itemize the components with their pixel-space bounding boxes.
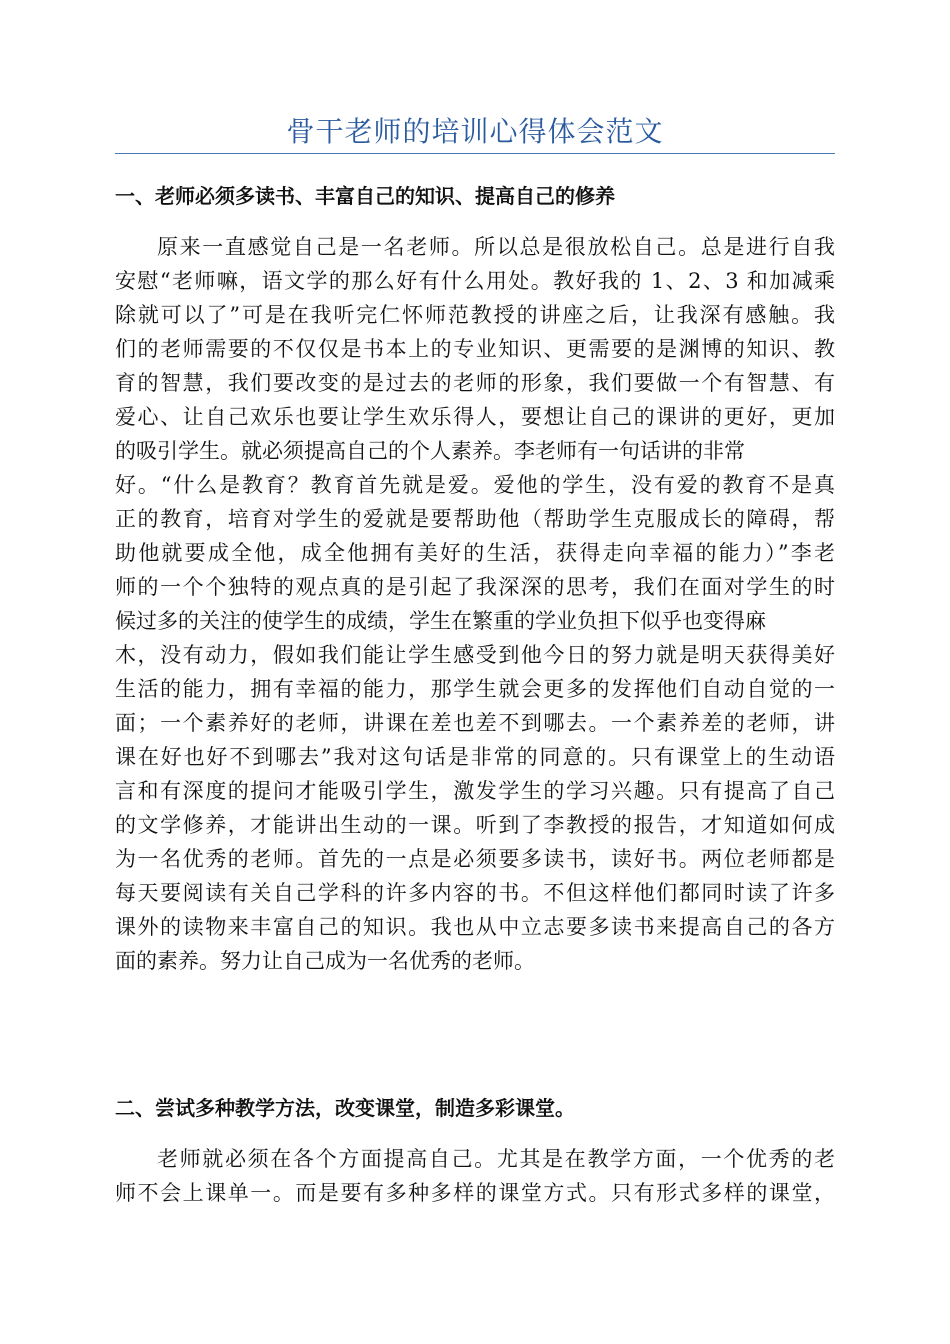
paragraph-line: 师的一个个独特的观点真的是引起了我深深的思考，我们在面对学生的时 [115, 575, 835, 599]
paragraph-line: 面的素养。努力让自己成为一名优秀的老师。 [115, 949, 535, 973]
paragraph-line: 原来一直感觉自己是一名老师。所以总是很放松自己。总是进行自我 [157, 235, 835, 259]
section-1-paragraph [115, 230, 835, 978]
paragraph-line: 除就可以了”可是在我听完仁怀师范教授的讲座之后，让我深有感触。我 [115, 303, 835, 327]
paragraph-line: 课外的读物来丰富自己的知识。我也从中立志要多读书来提高自己的各方 [115, 915, 835, 939]
paragraph-line: 木，没有动力，假如我们能让学生感受到他今日的努力就是明天获得美好 [115, 643, 835, 667]
paragraph-line: 正的教育，培育对学生的爱就是要帮助他（帮助学生克服成长的障碍，帮 [115, 507, 835, 531]
paragraph-line: 爱心、让自己欢乐也要让学生欢乐得人，要想让自己的课讲的更好，更加 [115, 405, 835, 429]
paragraph-line: 安慰“老师嘛，语文学的那么好有什么用处。教好我的 1、2、3 和加减乘 [115, 269, 835, 293]
paragraph-line: 老师就必须在各个方面提高自己。尤其是在教学方面，一个优秀的老 [157, 1147, 835, 1171]
document-title: 骨干老师的培训心得体会范文 [286, 115, 664, 148]
section-2-paragraph [115, 1142, 835, 1210]
paragraph-line: 候过多的关注的使学生的成绩，学生在繁重的学业负担下似乎也变得麻 [115, 609, 766, 633]
paragraph-line: 师不会上课单一。而是要有多种多样的课堂方式。只有形式多样的课堂， [115, 1181, 835, 1205]
paragraph-line: 每天要阅读有关自己学科的许多内容的书。不但这样他们都同时读了许多 [115, 881, 835, 905]
paragraph-line: 的吸引学生。就必须提高自己的个人素养。李老师有一句话讲的非常 [115, 439, 745, 463]
paragraph-line: 言和有深度的提问才能吸引学生，激发学生的学习兴趣。只有提高了自己 [115, 779, 835, 803]
paragraph-line: 的文学修养，才能讲出生动的一课。听到了李教授的报告，才知道如何成 [115, 813, 835, 837]
title-underline [115, 153, 835, 154]
paragraph-line: 好。“什么是教育？教育首先就是爱。爱他的学生，没有爱的教育不是真 [115, 473, 835, 497]
paragraph-line: 助他就要成全他，成全他拥有美好的生活，获得走向幸福的能力）”李老 [115, 541, 835, 565]
section-heading-2: 二、尝试多种教学方法，改变课堂，制造多彩课堂。 [115, 1096, 575, 1120]
paragraph-line: 育的智慧，我们要改变的是过去的老师的形象，我们要做一个有智慧、有 [115, 371, 835, 395]
paragraph-line: 们的老师需要的不仅仅是书本上的专业知识、更需要的是渊博的知识、教 [115, 337, 835, 361]
paragraph-line: 面；一个素养好的老师，讲课在差也差不到哪去。一个素养差的老师，讲 [115, 711, 835, 735]
paragraph-line: 生活的能力，拥有幸福的能力，那学生就会更多的发挥他们自动自觉的一 [115, 677, 835, 701]
section-heading-1: 一、老师必须多读书、丰富自己的知识、提高自己的修养 [115, 184, 615, 208]
paragraph-line: 为一名优秀的老师。首先的一点是必须要多读书，读好书。两位老师都是 [115, 847, 835, 871]
paragraph-line: 课在好也好不到哪去”我对这句话是非常的同意的。只有课堂上的生动语 [115, 745, 835, 769]
